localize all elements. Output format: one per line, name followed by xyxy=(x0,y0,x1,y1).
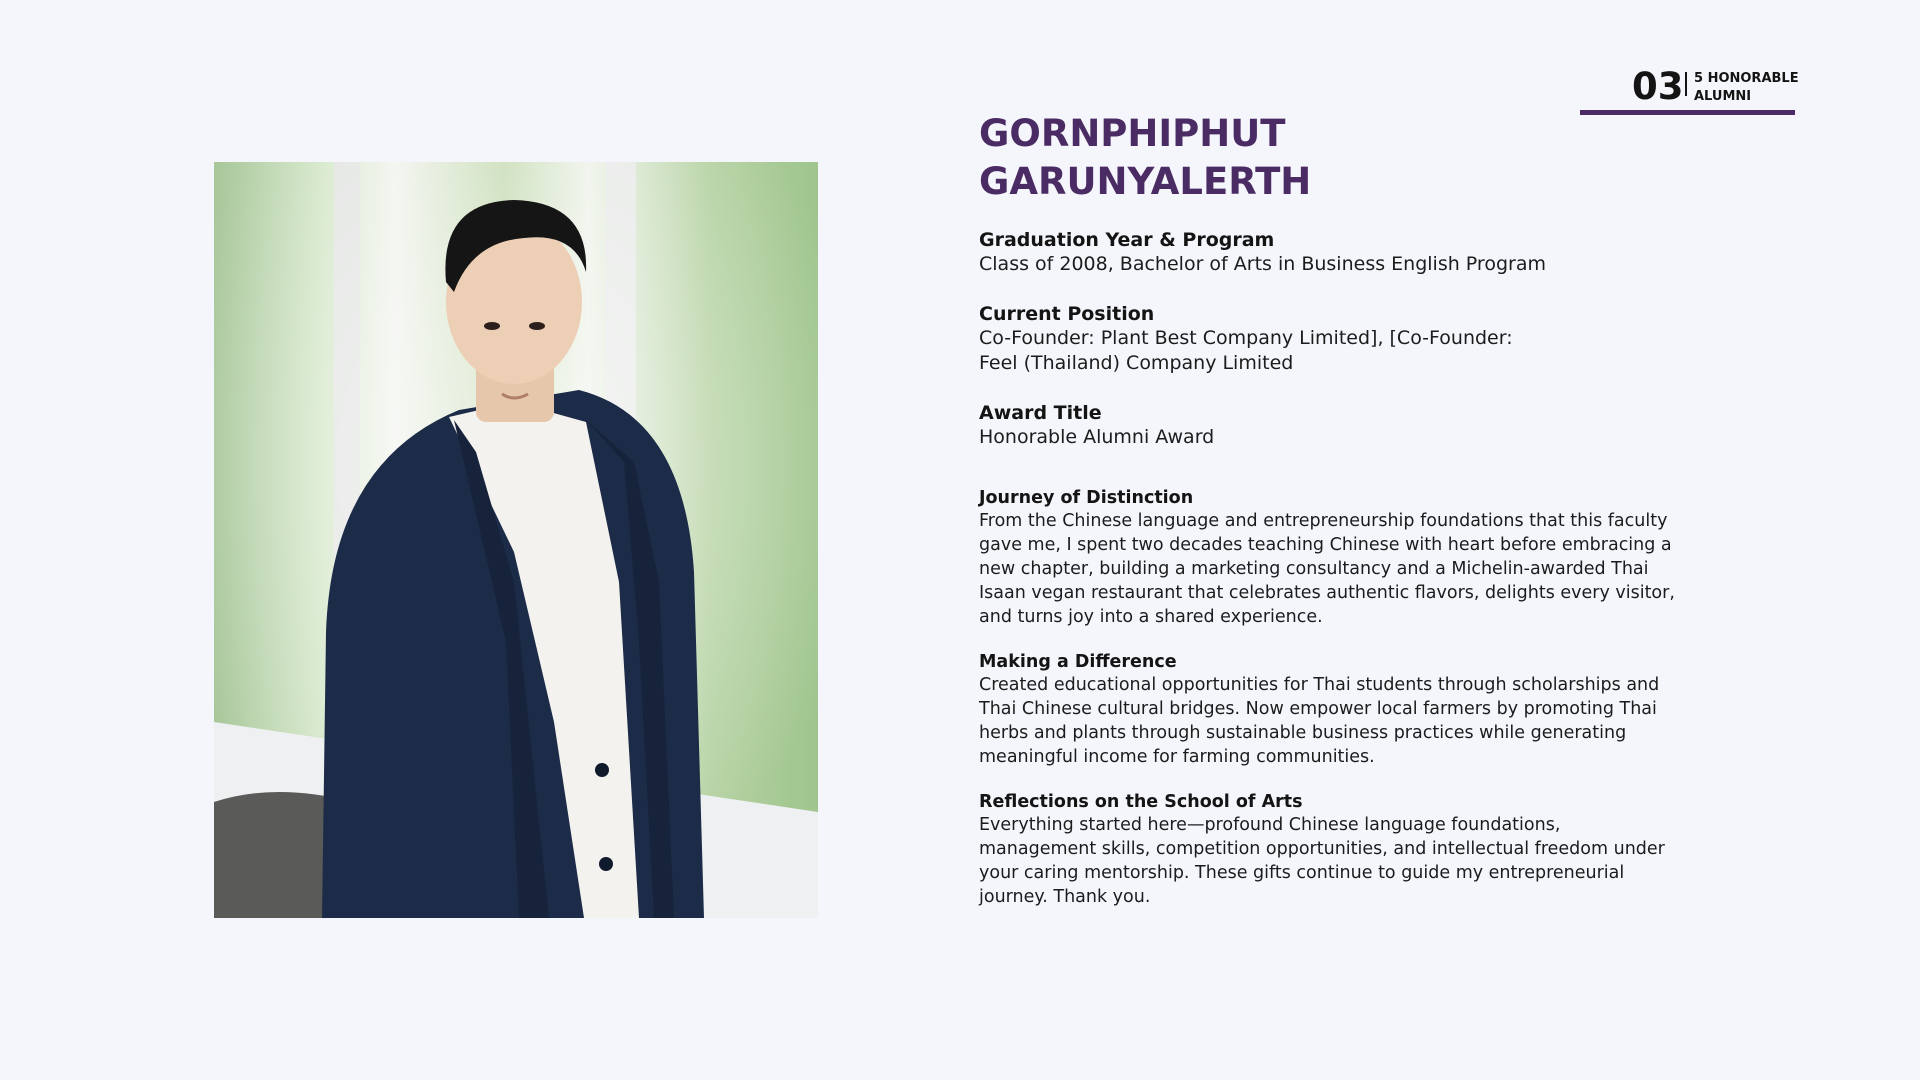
position-line-2: Feel (Thailand) Company Limited xyxy=(979,352,1294,374)
section-title: 5 HONORABLE ALUMNI xyxy=(1694,71,1799,104)
section-number: 03 xyxy=(1632,65,1684,108)
name-line-2: GARUNYALERTH xyxy=(979,160,1312,203)
journey-title: Journey of Distinction xyxy=(979,488,1194,508)
reflections-section xyxy=(979,791,1679,909)
award-value: Honorable Alumni Award xyxy=(979,426,1215,448)
journey-section xyxy=(979,487,1679,629)
reflections-text: Everything started here—profound Chinese language foundations, management skills, competition opportunities, and intellectual freedom under your caring mentorship. These gifts continue to guide my entrepreneurial journey. Thank you. xyxy=(979,815,1665,907)
difference-title: Making a Difference xyxy=(979,652,1177,672)
badge-divider xyxy=(1685,72,1687,96)
graduation-value: Class of 2008, Bachelor of Arts in Business English Program xyxy=(979,253,1546,275)
section-badge xyxy=(1580,65,1799,114)
position-label: Current Position xyxy=(979,303,1155,325)
journey-text: From the Chinese language and entrepreneurship foundations that this faculty gave me, I spent two decades teaching Chinese with heart before embracing a new chapter, building a marketing consultancy and a Michelin-awarded Thai Isaan vegan restaurant that celebrates authentic flavors, delights every visitor, and turns joy into a shared experience. xyxy=(979,511,1675,627)
award-label: Award Title xyxy=(979,402,1102,424)
graduation-section xyxy=(979,228,1679,277)
graduation-label: Graduation Year & Program xyxy=(979,229,1275,251)
position-section xyxy=(979,302,1679,376)
difference-text: Created educational opportunities for Thai students through scholarships and Thai Chinese cultural bridges. Now empower local farmers by promoting Thai herbs and plants through sustainable business practices while generating meaningful income for farming communities. xyxy=(979,675,1660,767)
position-line-1: Co-Founder: Plant Best Company Limited], [Co-Founder: xyxy=(979,327,1513,349)
name-line-1: GORNPHIPHUT xyxy=(979,112,1286,155)
reflections-title: Reflections on the School of Arts xyxy=(979,792,1303,812)
difference-section xyxy=(979,651,1679,769)
alumni-name xyxy=(979,110,1679,206)
profile-content xyxy=(979,110,1679,909)
alumni-portrait-photo xyxy=(214,162,818,918)
award-section xyxy=(979,401,1679,450)
